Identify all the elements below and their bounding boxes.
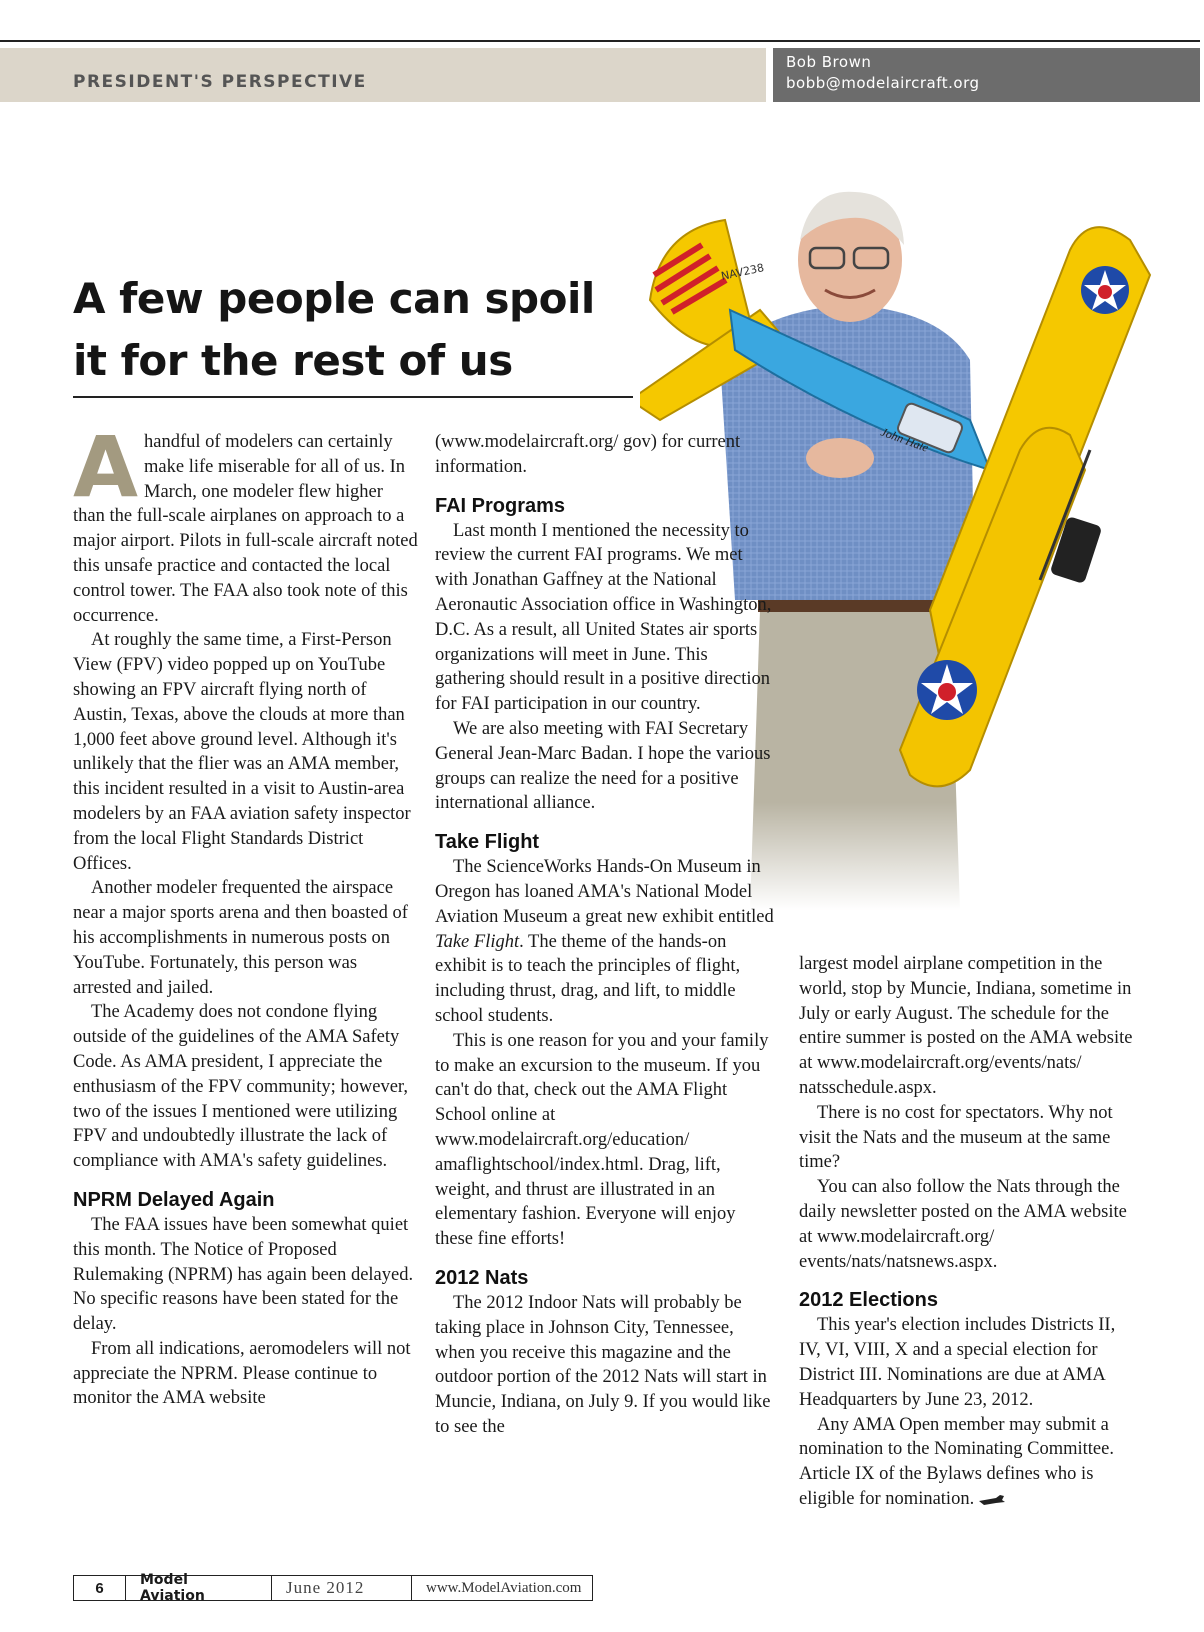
magazine-url[interactable]: www.ModelAviation.com (426, 1579, 582, 1596)
issue-date: June 2012 (272, 1576, 412, 1600)
paragraph: The 2012 Indoor Nats will probably be taking place in Johnson City, Tennessee, when you receive this magazine and the outdoor portion of the 2012 Nats will start in Muncie, Indiana, on July 9. If you would like to see the (435, 1292, 771, 1437)
headline (73, 268, 633, 392)
paragraph: The FAA issues have been somewhat quiet this month. The Notice of Proposed Rulemaking (NPRM) has again been delayed. No specific reasons have been stated for the delay. (73, 1214, 414, 1335)
subhead-fai: FAI Programs (435, 494, 566, 517)
paragraph: At roughly the same time, a First-Person View (FPV) video popped up on YouTube showing an FPV aircraft flying north of Austin, Texas, above the clouds at more than 1,000 feet above ground level. Although it's unlikely that the flier was an AMA member, this incident resulted in a visit to Austin-area modelers by an FAA aviation safety inspector from the local Flight Standards District Offices. (73, 630, 411, 874)
paragraph: We are also meeting with FAI Secretary General Jean-Marc Badan. I hope the various groups can realize the need for a positive international alliance. (435, 718, 771, 814)
paragraph: The Academy does not condone flying outside of the guidelines of the AMA Safety Code. As AMA president, I appreciate the enthusiasm of the FPV community; however, two of the issues I mentioned were utilizing FPV and undoubtedly illustrate the lack of compliance with AMA's safety guidelines. (73, 1002, 408, 1172)
paragraph (435, 855, 775, 1029)
paragraph: From all indications, aeromodelers will not appreciate the NPRM. Please continue to monitor the AMA website (73, 1338, 411, 1409)
paragraph: (www.modelaircraft.org/ gov) for current information. (435, 432, 741, 477)
subhead-take-flight: Take Flight (435, 831, 540, 854)
dropcap: A (73, 418, 139, 516)
paragraph-text: Any AMA Open member may submit a nomination to the Nominating Committee. Article IX of the Bylaws defines who is eligible for nomination. (799, 1414, 1114, 1509)
subhead-elections: 2012 Elections (799, 1289, 938, 1312)
subhead-nats: 2012 Nats (435, 1266, 529, 1289)
headline-line-2: it for the rest of us (73, 336, 513, 385)
author-email[interactable]: bobb@modelaircraft.org (786, 74, 980, 92)
author-name: Bob Brown (786, 53, 872, 71)
magazine-name: Model Aviation (126, 1576, 272, 1600)
top-rule (0, 40, 1200, 42)
intro-text: handful of modelers can certainly make life miserable for all of us. In March, one modeler flew higher than the full-scale airplanes on approach to a major airport. Pilots in full-scale aircraft noted this unsafe practice and contacted the local control tower. The FAA also took note of this occurrence. (73, 432, 418, 626)
paragraph-text: . The theme of the hands-on exhibit is to teach the principles of flight, including thrust, drag, and lift, to middle school students. (435, 931, 741, 1026)
paragraph: You can also follow the Nats through the daily newsletter posted on the AMA website at www.modelaircraft.org/ events/nats/natsnews.aspx. (799, 1177, 1127, 1272)
paragraph: This is one reason for you and your family to make an excursion to the museum. If you can't do that, check out the AMA Flight School online at www.modelaircraft.org/education/ amaflightschool/index.html. Drag, lift, weight, and thrust are illustrated in an elementary fashion. Everyone will enjoy these fine efforts! (435, 1030, 769, 1250)
article-column-1 (73, 418, 418, 1411)
headline-rule (73, 396, 633, 398)
page-footer (73, 1572, 593, 1604)
paragraph: Another modeler frequented the airspace near a major sports arena and then boasted of his accomplishments in numerous posts on YouTube. Fortunately, this person was arrested and jailed. (73, 878, 408, 998)
article-column-3 (799, 952, 1139, 1512)
paragraph (799, 1413, 1139, 1512)
exhibit-title: Take Flight (435, 931, 520, 952)
end-mark-airplane-icon (978, 1494, 1006, 1506)
page-number: 6 (74, 1576, 126, 1600)
headline-line-1: A few people can spoil (73, 274, 595, 323)
paragraph: This year's election includes Districts II, IV, VI, VIII, X and a special election for District III. Nominations are due at AMA Headquarters by June 23, 2012. (799, 1315, 1116, 1410)
paragraph: largest model airplane competition in the world, stop by Muncie, Indiana, sometime in July or early August. The schedule for the entire summer is posted on the AMA website at www.modelaircraft.org/events/nats/ natsschedule.aspx. (799, 954, 1133, 1098)
subhead-nprm: NPRM Delayed Again (73, 1188, 275, 1211)
article-column-2 (435, 430, 775, 1440)
paragraph: There is no cost for spectators. Why not visit the Nats and the museum at the same time? (799, 1102, 1113, 1173)
paragraph-text: The ScienceWorks Hands-On Museum in Oregon has loaned AMA's National Model Aviation Museum a great new exhibit entitled (435, 857, 774, 927)
intro-paragraph (73, 418, 418, 628)
paragraph: Last month I mentioned the necessity to review the current FAI programs. We met with Jonathan Gaffney at the National Aeronautic Association office in Washington, D.C. As a result, all United States air sports organizations will meet in June. This gathering should result in a positive direction for FAI participation in our country. (435, 520, 772, 715)
section-label: PRESIDENT'S PERSPECTIVE (73, 72, 367, 92)
